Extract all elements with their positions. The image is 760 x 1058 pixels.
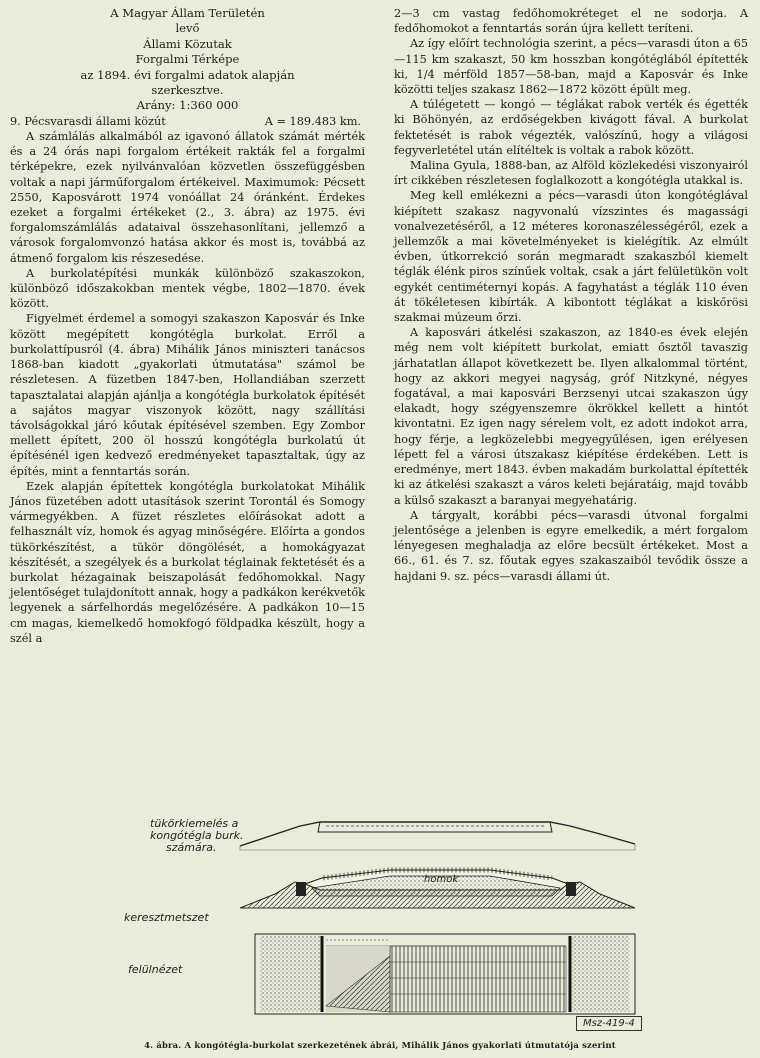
figure-label-plan-view: felülnézet: [128, 963, 183, 976]
figure-label-line: kongótégla burk.: [150, 829, 244, 842]
paragraph: Az így előírt technológia szerint, a pécs—varasdi úton a 65—115 km szakaszt, 50 km hosszban kongótéglából építették ki, 1/4 mérföld 1857—58-ban, majd a Kaposvár és Inke közötti teljes szakasz 1862—1872 között épült meg.: [394, 37, 748, 97]
figure-code: Msz-419-4: [576, 1016, 642, 1031]
paragraph: A tárgyalt, korábbi pécs—varasdi útvonal forgalmi jelentősége a jelenben is egyre emelkedik, a mért forgalom lényegesen meghaladja az előre becsült értékeket. Most a 66., 61. és 7. sz. főutak egyes szakaszaiból tevődik össze a hajdani 9. sz. pécs—varasdi állami út.: [394, 508, 748, 583]
right-column: [394, 6, 748, 584]
road-name: 9. Pécsvarasdi állami közút: [10, 114, 166, 128]
left-column: [10, 6, 365, 646]
paragraph: Malina Gyula, 1888-ban, az Alföld közlekedési viszonyairól írt cikkében részletesen foglalkozott a kongótégla utakkal is.: [394, 159, 748, 188]
paragraph: A túlégetett — kongó — téglákat rabok verték és égették ki Böhönyén, az erdőségekben kivágott fával. A burkolat fektetését is rabok végezték, valószínű, hogy a világosi fegyverletétel után elítéltek is voltak a rabok között.: [394, 98, 748, 157]
paragraph: A számlálás alkalmából az igavonó állatok számát mérték és a 24 órás napi forgalom értékeit rakták fel a forgalmi térképekre, ezek nyilvánvalóan közvetlen összefüggésben voltak a napi járműforgalom értékeivel. Maximumok: Pécsett 2550, Kaposvárott 1974 vonóállat 24 óránként. Érdekes ezeket a forgalmi értékeket (2., 3. ábra) az 1975. évi forgalomszámlálás adataival összehasonlítani, jellemző a városok forgalomvonzó hatása akkor és most is, továbbá az átmenő forgalom kis részesedése.: [10, 130, 365, 265]
title-line: Állami Közutak: [143, 36, 232, 51]
title-line: szerkesztve.: [151, 83, 224, 98]
title-line: levő: [175, 21, 200, 36]
figure-label-sand: homok: [424, 874, 459, 885]
paragraph: Ezek alapján építettek kongótégla burkolatokat Mihálik János füzetében adott utasítások szerint Torontál és Somogy vármegyékben. A füzet részletes előírásokat adott a felhasznált víz, homok és agyag minőségére. Előírta a gondos tükörkészítést, a tükör döngölését, a homokágyazat készítését, a szegélyek és a burkolat téglainak fektetését és a burkolat hézagainak beiszapolását fedőhomokkal. Nagy jelentőséget tulajdonított annak, hogy a padkákon kerékvetők legyenek a sárfelhordás megelőzésére. A padkákon 10—15 cm magas, kiemelkedő homokfogó földpadka készült, hogy a szél a: [10, 479, 365, 645]
figure-label-cross-section: keresztmetszet: [124, 911, 209, 924]
paragraph-continuation: 2—3 cm vastag fedőhomokréteget el ne sodorja. A fedőhomokot a fenntartás során újra kellett teríteni.: [394, 7, 748, 36]
map-title-block: [10, 6, 365, 114]
paragraph: Figyelmet érdemel a somogyi szakaszon Kaposvár és Inke között megépített kongótégla burkolat. Erről a burkolattípusról (4. ábra) Mihálik János miniszteri tanácsos 1868-ban kiadott „gyakorlati útmutatása" számol be részletesen. A füzetben 1847-ben, Hollandiában szerzett tapasztalatai alapján ajánlja a kongótégla burkolatok építését a sajátos magyar viszonyok között, nagy szállítási távolságokkal járó kőutak építésével szemben. Egy Zombor mellett épített, 200 öl hosszú kongótégla burkolatú út építésénél igen kedvező eredményeket tapasztaltak, úgy az építés, mint a fenntartás során.: [10, 312, 365, 478]
road-stat-line: [10, 114, 365, 129]
title-line: Forgalmi Térképe: [135, 52, 240, 67]
trench-profile: [240, 822, 635, 850]
figure-label-trench: [150, 818, 243, 854]
figure-label-line: tükörkiemelés a: [150, 817, 239, 830]
pavement-diagram: [90, 796, 678, 1034]
paragraph: A burkolatépítési munkák különböző szakaszokon, különböző időszakokban mentek végbe, 1802—1870. évek között.: [10, 266, 365, 311]
title-line: az 1894. évi forgalmi adatok alapján: [80, 67, 295, 82]
title-line: Arány: 1:360 000: [136, 98, 239, 113]
paragraph: Meg kell emlékezni a pécs—varasdi úton kongótéglával kiépített szakasz nagyvonalú vízszintes és magassági vonalvezetéséről, a 12 méteres koronaszélességéről, ezek a jellemzők a mai követelményeket is kielégítik. Az elmúlt évben, útkorrekció során megmaradt szakaszból kiemelt téglák élénk piros színűek voltak, csak a járt felületükön volt egykét centiméternyi kopás. A fagyhatást a téglák 110 éven át tökéletesen kibírták. A kibontott téglákat a kiskőrösi szakmai múzeum őrzi.: [394, 189, 748, 325]
paragraph: A kaposvári átkelési szakaszon, az 1840-es évek elején még nem volt kiépített burkolat, emiatt ősztől tavaszig járhatatlan állapot következett be. Ilyen alkalommal történt, hogy az akkori megyei nagyság, gróf Nitzkyné, négyes fogatával, a mai kaposvári Berzsenyi utcai szakaszon úgy elakadt, hogy szégyenszemre ökrökkel kellett a hintót kivontatni. Ez igen nagy sérelem volt, ez adott indokot arra, hogy férje, a legközelebbi megyegyűlésen, igen erélyesen lépett fel a városi útszakasz kiépítése érdekében. Lett is eredménye, mert 1843. évben makadám burkolattal építették ki az átkelési szakaszt a város keleti bejáratáig, majd tovább a külső szakaszt a baranyai megyehatárig.: [394, 326, 748, 507]
plan-view: [255, 934, 635, 1014]
road-length: A = 189.483 km.: [264, 114, 361, 128]
figure-label-line: számára.: [166, 841, 217, 854]
title-line: A Magyar Állam Területén: [110, 6, 265, 20]
figure-caption: 4. ábra. A kongótégla-burkolat szerkezetének ábrái, Mihálik János gyakorlati útmutatója szerint: [144, 1040, 616, 1050]
